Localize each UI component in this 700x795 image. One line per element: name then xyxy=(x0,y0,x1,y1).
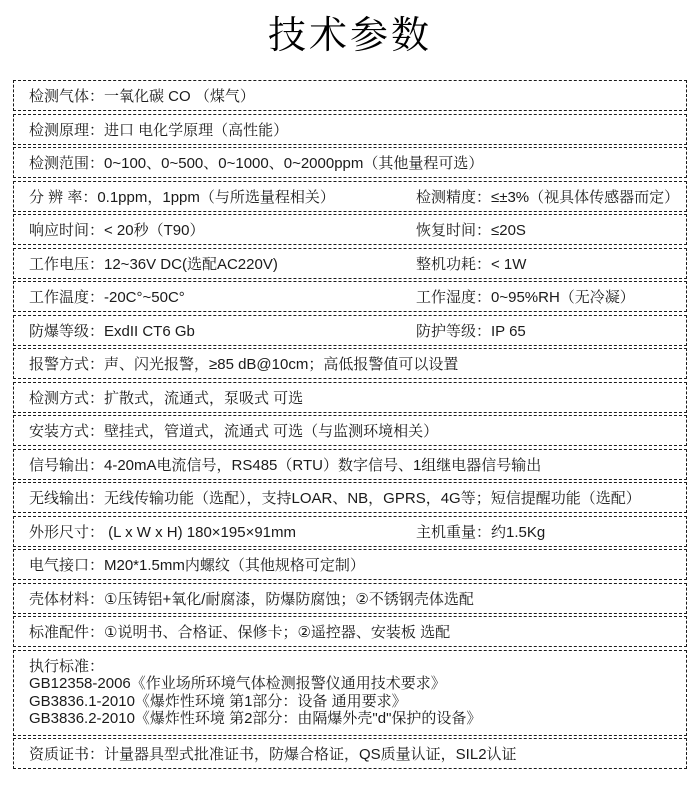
spec-row-housing-material xyxy=(13,583,687,614)
spec-text: 标准配件：①说明书、合格证、保修卡；②遥控器、安装板 选配 xyxy=(29,624,451,641)
spec-text: 资质证书：计量器具型式批准证书，防爆合格证，QS质量认证，SIL2认证 xyxy=(29,746,517,763)
spec-row-dimensions-weight xyxy=(13,516,687,547)
spec-text-left: 响应时间：< 20秒（T90） xyxy=(29,222,205,239)
spec-row-electrical-interface xyxy=(13,549,687,580)
spec-text-left: 外形尺寸： (L x W x H) 180×195×91mm xyxy=(29,523,297,541)
spec-row-standard-accessories xyxy=(13,616,687,647)
spec-row-wireless-output xyxy=(13,482,687,513)
page-title: 技术参数 xyxy=(267,15,432,57)
spec-text: 安装方式：壁挂式，管道式，流通式 可选（与监测环境相关） xyxy=(29,423,439,440)
spec-text-right: 工作湿度：0~95%RH（无冷凝） xyxy=(416,289,635,306)
spec-row-response-recovery-time xyxy=(13,214,687,245)
spec-text-left: 防爆等级：ExdII CT6 Gb xyxy=(29,322,195,340)
spec-text: 检测原理：进口 电化学原理（高性能） xyxy=(29,121,289,139)
spec-line: 执行标准： xyxy=(29,657,105,675)
spec-text: 检测气体：一氧化碳 CO （煤气） xyxy=(29,88,255,105)
spec-text-right: 恢复时间：≤20S xyxy=(416,222,526,239)
spec-row-resolution-accuracy xyxy=(13,181,687,212)
spec-row-executive-standards xyxy=(13,650,687,736)
spec-row-detection-range xyxy=(13,147,687,178)
spec-row-detection-mode xyxy=(13,382,687,413)
spec-text-left: 工作电压：12~36V DC(选配AC220V) xyxy=(29,255,278,273)
spec-text-left: 分 辨 率：0.1ppm，1ppm（与所选量程相关） xyxy=(29,188,335,206)
page xyxy=(0,14,700,769)
spec-line: GB3836.2-2010《爆炸性环境 第2部分：由隔爆外壳"d"保护的设备》 xyxy=(29,710,482,727)
spec-row-explosion-protection-grade xyxy=(13,315,687,346)
spec-text: 检测方式：扩散式，流通式，泵吸式 可选 xyxy=(29,389,304,407)
spec-row-temperature-humidity xyxy=(13,281,687,312)
spec-row-installation-mode xyxy=(13,415,687,446)
spec-table xyxy=(13,80,687,769)
spec-row-detection-principle xyxy=(13,114,687,145)
spec-row-voltage-power xyxy=(13,248,687,279)
spec-row-qualification-certificates xyxy=(13,738,687,769)
spec-text: 检测范围：0~100、0~500、0~1000、0~2000ppm（其他量程可选） xyxy=(29,155,484,172)
spec-text-right: 检测精度：≤±3%（视具体传感器而定） xyxy=(416,188,680,206)
spec-row-alarm-mode xyxy=(13,348,687,379)
spec-text: 电气接口：M20*1.5mm内螺纹（其他规格可定制） xyxy=(29,557,365,574)
spec-row-detection-gas xyxy=(13,80,687,111)
spec-text-right: 防护等级：IP 65 xyxy=(416,322,526,340)
spec-text: 无线输出：无线传输功能（选配），支持LOAR、NB，GPRS，4G等；短信提醒功能（选配） xyxy=(29,490,641,507)
spec-text-right: 整机功耗：< 1W xyxy=(416,255,527,273)
spec-row-signal-output xyxy=(13,449,687,480)
spec-text: 报警方式：声、闪光报警，≥85 dB@10cm；高低报警值可以设置 xyxy=(29,356,459,373)
spec-text: 信号输出：4-20mA电流信号，RS485（RTU）数字信号、1组继电器信号输出 xyxy=(29,456,542,474)
spec-text: 壳体材料：①压铸铝+氧化/耐腐漆，防爆防腐蚀；②不锈钢壳体选配 xyxy=(29,590,474,608)
spec-text-left: 工作温度：-20C°~50C° xyxy=(29,289,185,306)
spec-text-right: 主机重量：约1.5Kg xyxy=(416,523,546,541)
spec-line: GB3836.1-2010《爆炸性环境 第1部分：设备 通用要求》 xyxy=(29,692,407,710)
spec-line: GB12358-2006《作业场所环境气体检测报警仪通用技术要求》 xyxy=(29,675,446,692)
